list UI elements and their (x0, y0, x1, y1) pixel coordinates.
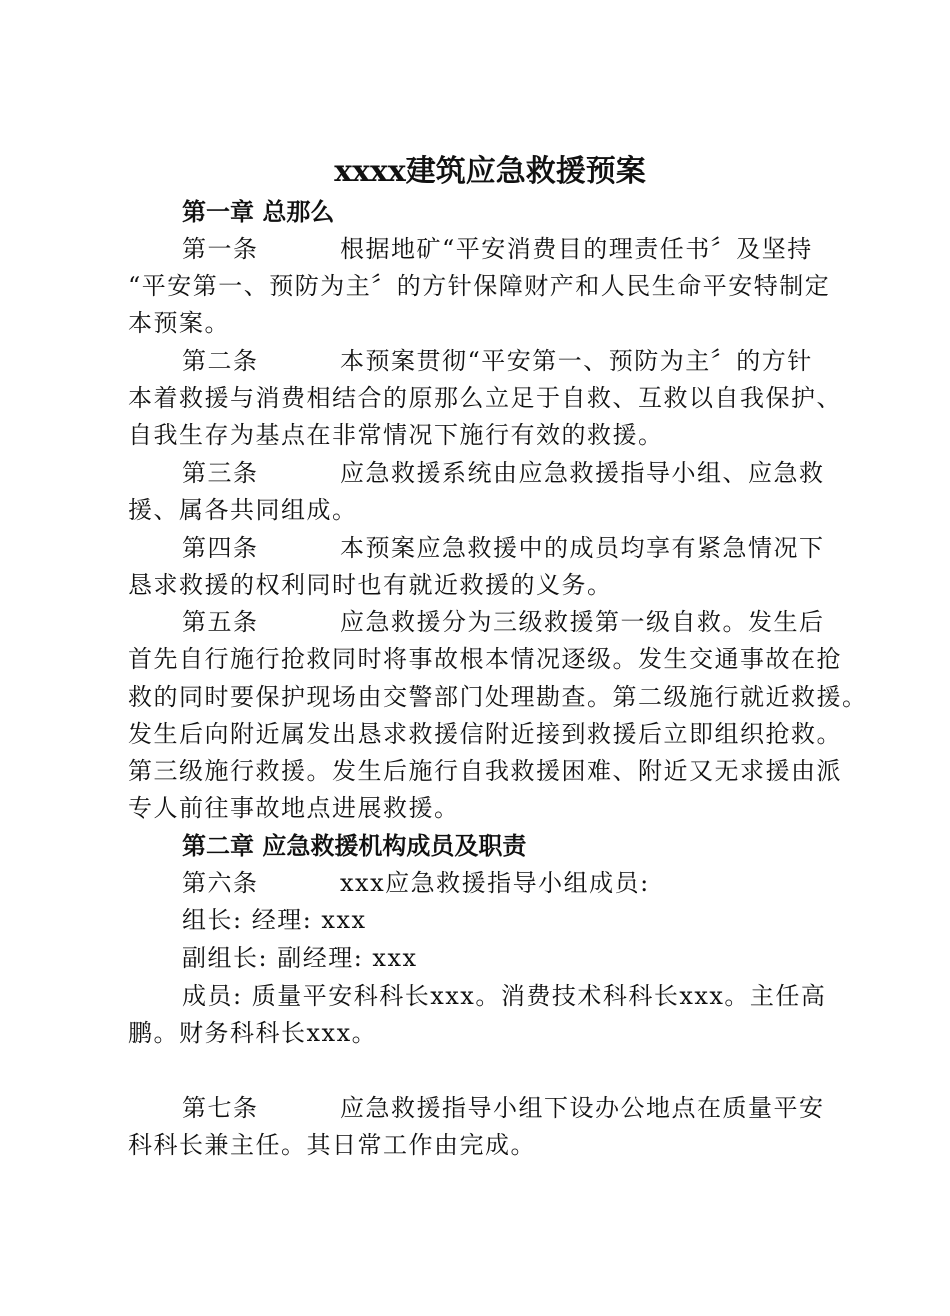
article-4-line-2: 恳求救援的权利同时也有就近救援的义务。 (128, 571, 613, 599)
article-6-line-1 (182, 867, 650, 899)
article-5-line-3: 救的同时要保护现场由交警部门处理勘查。第二级施行就近救援。 (128, 683, 868, 711)
article-6-members-line-1: 成员: 质量平安科科长xxx。消费技术科科长xxx。主任高 (182, 982, 827, 1010)
article-3-label: 第三条 (182, 459, 259, 487)
article-3-line-2: 援、属各共同组成。 (128, 496, 358, 524)
article-1-label: 第一条 (182, 235, 259, 263)
document-title: xxxx建筑应急救援预案 (334, 154, 646, 189)
article-3-line-1 (182, 457, 825, 489)
article-1-line-2: “平安第一、预防为主〞的方针保障财产和人民生命平安特制定 (128, 272, 831, 300)
article-5-text-1: 应急救援分为三级救援第一级自救。发生后 (340, 608, 825, 636)
article-7-line-2: 科科长兼主任。其日常工作由完成。 (128, 1131, 536, 1159)
article-2-line-1 (182, 345, 813, 377)
article-6-members-line-2: 鹏。财务科科长xxx。 (128, 1019, 378, 1047)
article-6-label: 第六条 (182, 869, 259, 897)
article-5-line-6: 专人前往事故地点进展救援。 (128, 794, 460, 822)
article-2-line-2: 本着救援与消费相结合的原那么立足于自救、互救以自我保护、 (128, 384, 842, 412)
article-7-line-1 (182, 1092, 825, 1124)
article-3-text-1: 应急救援系统由应急救援指导小组、应急救 (340, 459, 825, 487)
article-5-line-4: 发生后向附近属发出恳求救援信附近接到救援后立即组织抢救。 (128, 720, 842, 748)
article-6-deputy: 副组长: 副经理: xxx (182, 944, 418, 972)
article-4-line-1 (182, 532, 825, 564)
article-4-label: 第四条 (182, 534, 259, 562)
article-5-line-2: 首先自行施行抢救同时将事故根本情况逐级。发生交通事故在抢 (128, 645, 842, 673)
article-2-line-3: 自我生存为基点在非常情况下施行有效的救援。 (128, 421, 664, 449)
chapter-2-heading: 第二章 应急救援机构成员及职责 (182, 831, 527, 860)
article-7-label: 第七条 (182, 1094, 259, 1122)
article-1-line-1 (182, 233, 813, 265)
article-5-line-5: 第三级施行救援。发生后施行自我救援困难、附近又无求援由派 (128, 757, 842, 785)
article-5-line-1 (182, 606, 825, 638)
article-6-leader: 组长: 经理: xxx (182, 906, 367, 934)
article-4-text-1: 本预案应急救援中的成员均享有紧急情况下 (340, 534, 825, 562)
article-1-line-3: 本预案。 (128, 309, 230, 337)
article-2-text-1: 本预案贯彻“平安第一、预防为主〞的方针 (340, 347, 813, 375)
article-7-text-1: 应急救援指导小组下设办公地点在质量平安 (340, 1094, 825, 1122)
article-1-text-1: 根据地矿“平安消费目的理责任书〞及坚持 (340, 235, 813, 263)
article-6-text-1: xxx应急救援指导小组成员: (340, 869, 650, 897)
article-2-label: 第二条 (182, 347, 259, 375)
article-5-label: 第五条 (182, 608, 259, 636)
chapter-1-heading: 第一章 总那么 (182, 197, 335, 226)
